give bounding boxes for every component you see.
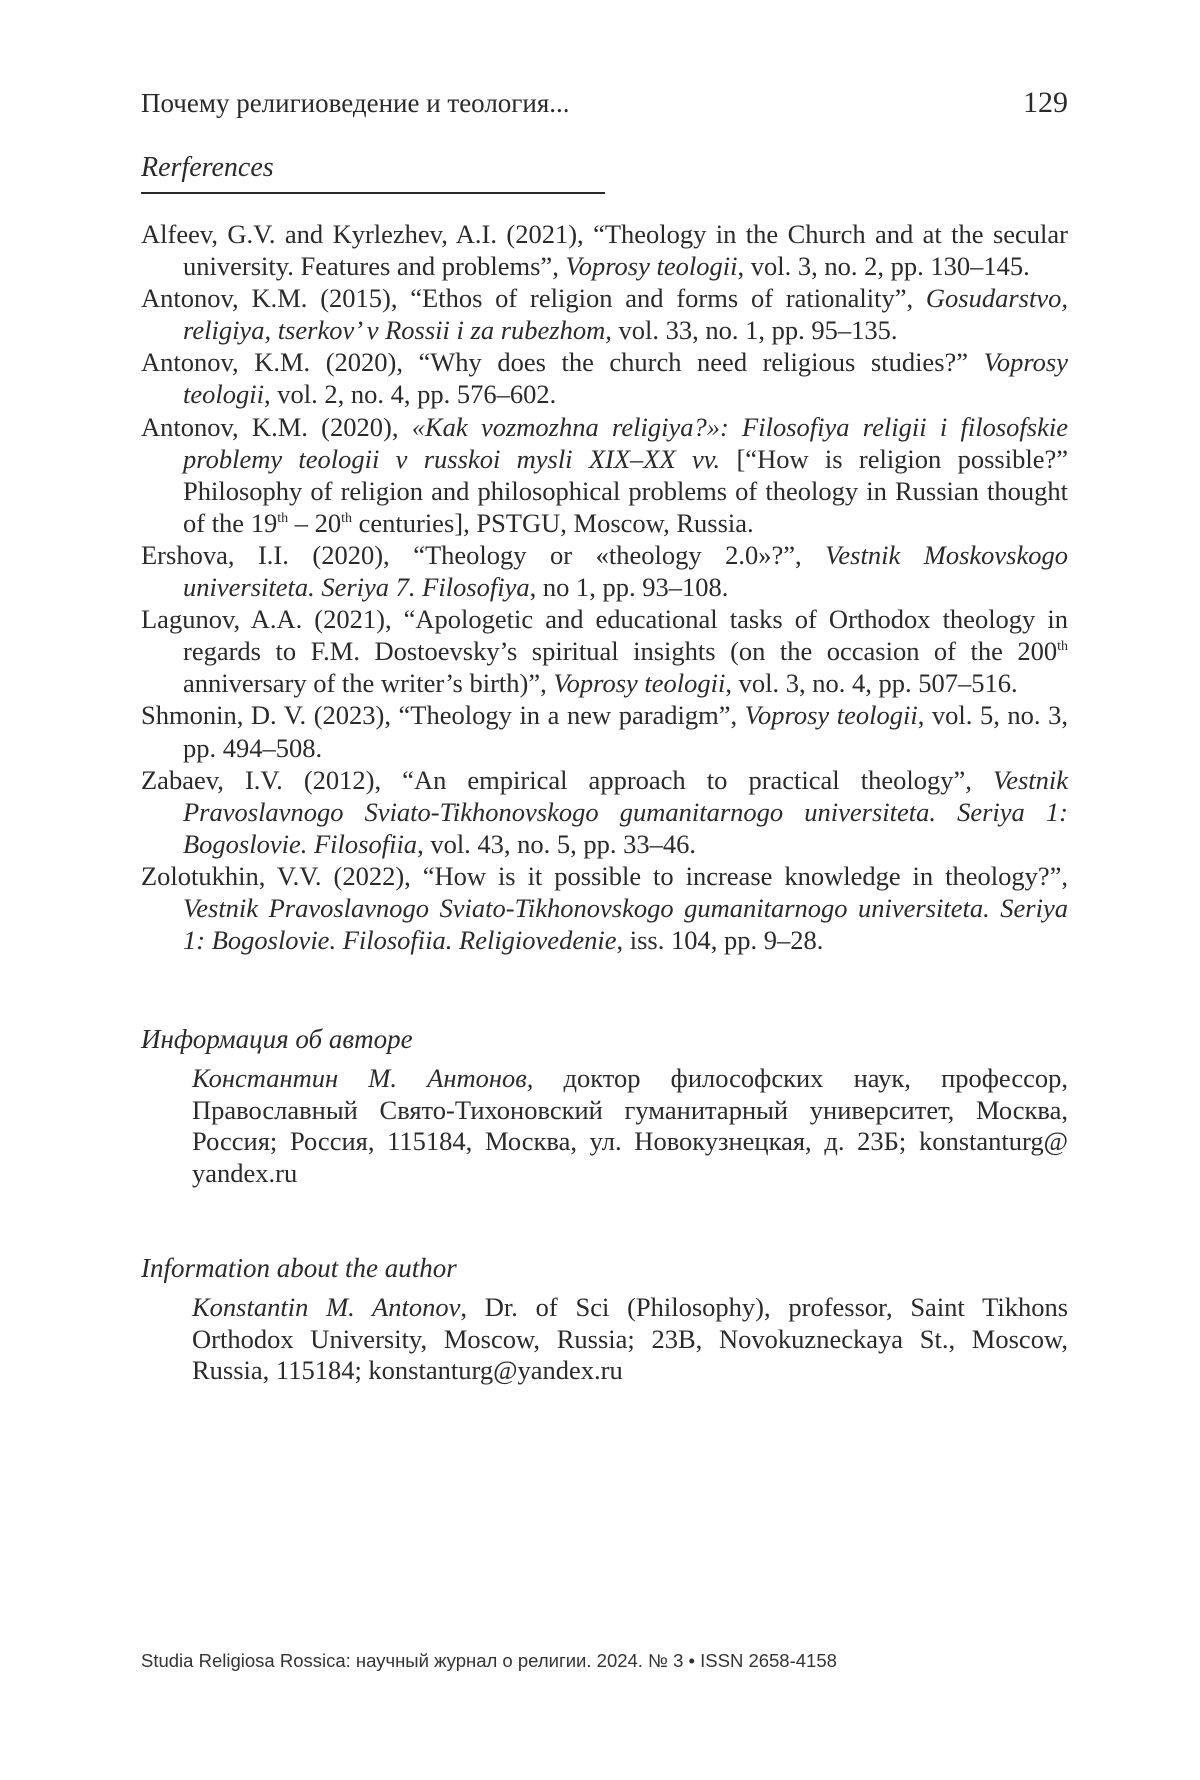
running-head [141,85,1068,121]
references-title: Rerferences [141,150,605,194]
author-info-en-heading: Information about the author [141,1253,457,1283]
page-number: 129 [1023,86,1068,119]
journal-footer: Studia Religiosa Rossica: научный журнал о религии. 2024. № 3 • ISSN 2658-4158 [141,1650,837,1671]
reference-item: Zolotukhin, V.V. (2022), “How is it possible to increase knowledge in theology?”, Vestnik Pravoslavnogo Sviato-Tikhonovskogo gumanitarnogo universiteta. Seriya 1: Bogoslovie. Filosofiia. Religiovedenie, iss. 104, pp. 9–28. [141,860,1068,956]
author-name-en: Konstantin M. Antonov [192,1292,461,1322]
running-title: Почему религиоведение и теология... [141,88,570,118]
author-info-ru-heading: Информация об авторе [141,1024,413,1054]
author-info-en-body: Konstantin M. Antonov, Dr. of Sci (Philosophy), professor, Saint Tikhons Orthodox University, Moscow, Russia; 23B, Novokuzneckaya St., Moscow, Russia, 115184; konstanturg@yandex.ru [192,1292,1069,1385]
reference-item: Antonov, K.M. (2020), “Why does the church need religious studies?” Voprosy teologii, vol. 2, no. 4, pp. 576–602. [141,347,1068,410]
author-info-ru-body: Константин М. Антонов, доктор философских наук, профессор, Православный Свято-Тихоновский гуманитарный университет, Москва, Россия; Россия, 115184, Москва, ул. Новокузнецкая, д. 23Б; konstanturg@ yandex.ru [192,1063,1068,1188]
reference-item: Ershova, I.I. (2020), “Theology or «theology 2.0»?”, Vestnik Moskovskogo universiteta. Seriya 7. Filosofiya, no 1, pp. 93–108. [141,539,1068,603]
reference-item: Alfeev, G.V. and Kyrlezhev, A.I. (2021), “Theology in the Church and at the secular university. Features and problems”, Voprosy teologii, vol. 3, no. 2, pp. 130–145. [141,219,1068,282]
references-list [141,218,1068,956]
reference-item: Shmonin, D. V. (2023), “Theology in a new paradigm”, Voprosy teologii, vol. 5, no. 3, pp. 494–508. [141,700,1068,763]
reference-item: Lagunov, A.A. (2021), “Apologetic and educational tasks of Orthodox theology in regards to F.M. Dostoevsky’s spiritual insights (on the occasion of the 200th anniversary of the writer’s birth)”, Voprosy teologii, vol. 3, no. 4, pp. 507–516. [141,604,1068,699]
author-name-ru: Константин М. Антонов, [192,1063,534,1093]
reference-item: Antonov, K.M. (2015), “Ethos of religion and forms of rationality”, Gosudarstvo, religiya, tserkov’ v Rossii i za rubezhom, vol. 33, no. 1, pp. 95–135. [141,283,1068,346]
reference-item: Antonov, K.M. (2020), «Kak vozmozhna religiya?»: Filosofiya religii i filosofskie problemy teologii v russkoi mysli XIX–XX vv. [“How is religion possible?” Philosophy of religion and philosophical problems of theology in Russian thought of the 19th – 20th centuries], PSTGU, Moscow, Russia. [141,411,1068,538]
reference-item: Zabaev, I.V. (2012), “An empirical approach to practical theology”, Vestnik Pravoslavnogo Sviato-Tikhonovskogo gumanitarnogo universiteta. Seriya 1: Bogoslovie. Filosofiia, vol. 43, no. 5, pp. 33–46. [141,764,1068,859]
